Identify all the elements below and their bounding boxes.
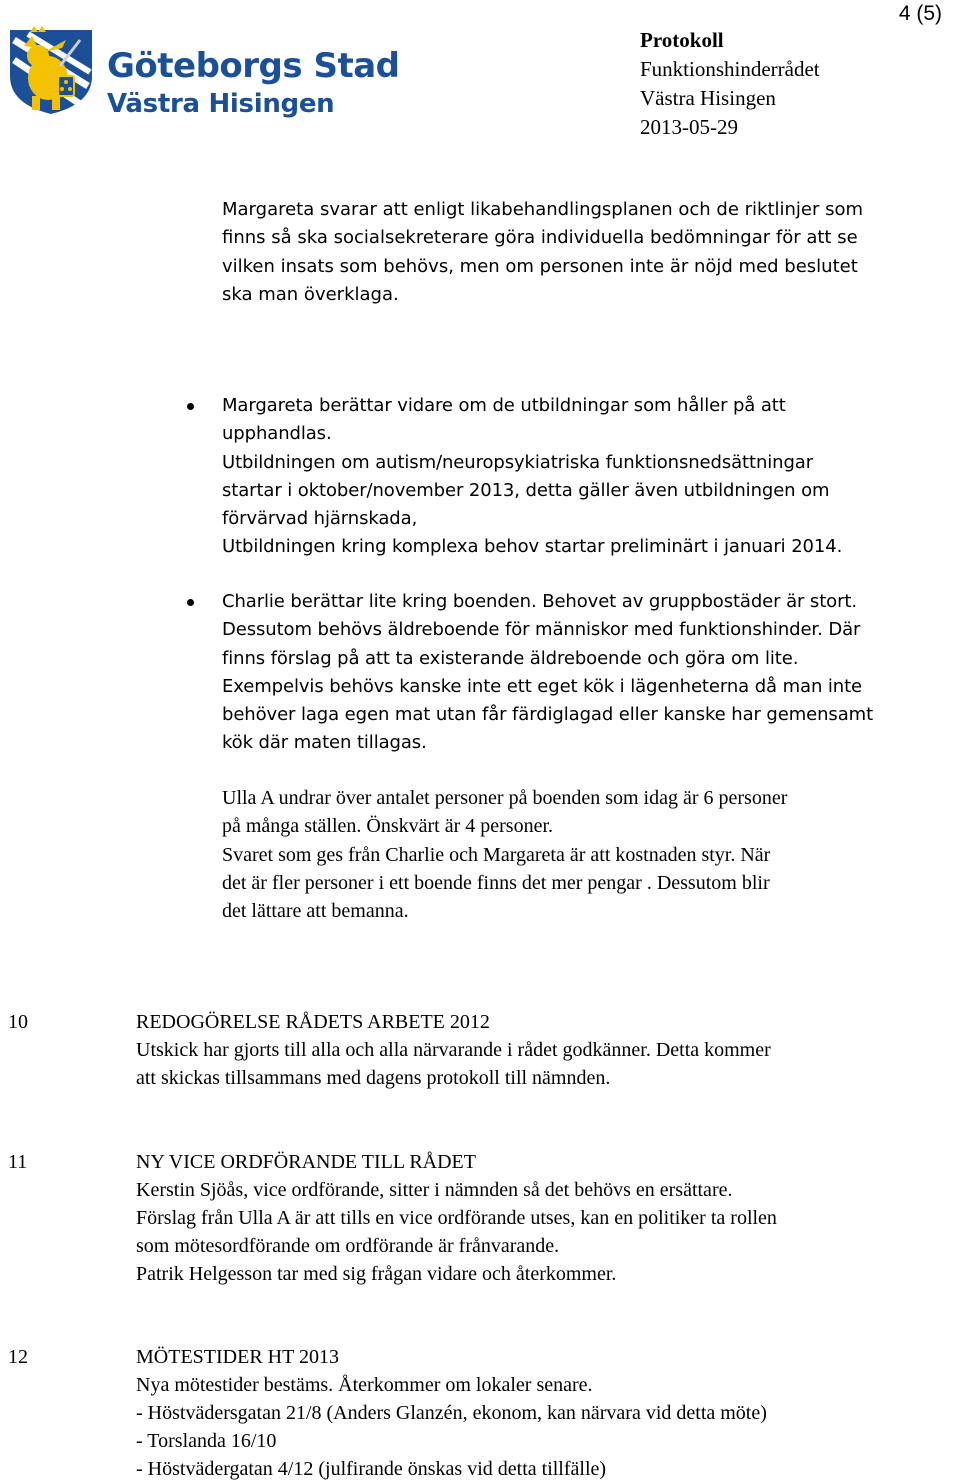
intro-paragraph	[222, 196, 863, 309]
paragraph-line: Ulla A undrar över antalet personer på boenden som idag är 6 personer	[222, 787, 788, 809]
section-text-line: Förslag från Ulla A är att tills en vice ordförande utses, kan en politiker ta rollen	[136, 1207, 777, 1229]
paragraph-line: kök där maten tillagas.	[222, 732, 427, 754]
paragraph-line: behöver laga egen mat utan får färdiglagad eller kanske har gemensamt	[222, 704, 874, 726]
section-text-line: Utskick har gjorts till alla och alla närvarande i rådet godkänner. Detta kommer	[136, 1039, 771, 1061]
paragraph-line: det är fler personer i ett boende finns det mer pengar . Dessutom blir	[222, 871, 770, 894]
paragraph-line: upphandlas.	[222, 423, 332, 445]
paragraph-line: förvärvad hjärnskada,	[222, 508, 418, 530]
section-text-line: som mötesordförande om ordförande är frånvarande.	[136, 1235, 560, 1257]
section-text-line: Nya mötestider bestäms. Återkommer om lokaler senare.	[136, 1374, 593, 1396]
paragraph-line: finns förslag på att ta existerande äldreboende och göra om lite.	[222, 647, 799, 669]
document-info-block	[640, 26, 820, 142]
paragraph-line: på många ställen. Önskvärt är 4 personer.	[222, 815, 554, 838]
paragraph-line: ska man överklaga.	[222, 283, 399, 305]
meeting-date: 2013-05-29	[640, 115, 738, 139]
section-number: 10	[8, 1011, 28, 1033]
org-district: Västra Hisingen	[107, 89, 335, 119]
paragraph-line: Svaret som ges från Charlie och Margareta är att kostnaden styr. När	[222, 843, 771, 866]
paragraph-line: startar i oktober/november 2013, detta gäller även utbildningen om	[222, 479, 830, 501]
paragraph-line: vilken insats som behövs, men om personen inte är nöjd med beslutet	[222, 255, 858, 277]
org-name: Göteborgs Stad	[107, 46, 400, 86]
section-number: 12	[8, 1346, 28, 1368]
section-text-line: att skickas tillsammans med dagens protokoll till nämnden.	[136, 1067, 611, 1089]
paragraph-line: Utbildningen om autism/neuropsykiatriska funktionsnedsättningar	[222, 451, 814, 473]
doc-type: Protokoll	[640, 28, 724, 52]
section-text-line: Kerstin Sjöås, vice ordförande, sitter i nämnden så det behövs en ersättare.	[136, 1179, 733, 1201]
bullet-item-housing	[222, 588, 873, 758]
section-number: 11	[8, 1151, 28, 1173]
meeting-date-item: - Höstvädergatan 4/12 (julfirande önskas vid detta tillfälle)	[136, 1458, 607, 1480]
bullet-point	[187, 403, 194, 410]
paragraph-line: det lättare att bemanna.	[222, 900, 409, 923]
meeting-date-item: - Torslanda 16/10	[136, 1430, 277, 1452]
paragraph-line: Margareta berättar vidare om de utbildningar som håller på att	[222, 395, 786, 416]
paragraph-line: Charlie berättar lite kring boenden. Behovet av gruppbostäder är stort.	[222, 591, 857, 612]
page-number: 4 (5)	[898, 2, 942, 25]
ulla-paragraph	[222, 784, 787, 925]
section-title: MÖTESTIDER HT 2013	[136, 1346, 339, 1368]
section-text-line: Patrik Helgesson tar med sig frågan vidare och återkommer.	[136, 1263, 617, 1285]
goteborg-coat-of-arms-logo	[4, 26, 98, 116]
paragraph-line: finns så ska socialsekreterare göra individuella bedömningar för att se	[222, 227, 858, 249]
paragraph-line: Dessutom behövs äldreboende för människor med funktionshinder. Där	[222, 619, 861, 641]
bullet-point	[187, 599, 194, 606]
paragraph-line: Margareta svarar att enligt likabehandlingsplanen och de riktlinjer som	[222, 199, 864, 220]
meeting-date-item: - Höstvädersgatan 21/8 (Anders Glanzén, ekonom, kan närvara vid detta möte)	[136, 1402, 767, 1424]
section-title: NY VICE ORDFÖRANDE TILL RÅDET	[136, 1151, 476, 1173]
bullet-item-education	[222, 392, 842, 562]
district-name: Västra Hisingen	[640, 86, 776, 110]
paragraph-line: Utbildningen kring komplexa behov startar preliminärt i januari 2014.	[222, 536, 843, 558]
paragraph-line: Exempelvis behövs kanske inte ett eget kök i lägenheterna då man inte	[222, 675, 863, 697]
council-name: Funktionshinderrådet	[640, 57, 820, 81]
section-title: REDOGÖRELSE RÅDETS ARBETE 2012	[136, 1011, 490, 1033]
